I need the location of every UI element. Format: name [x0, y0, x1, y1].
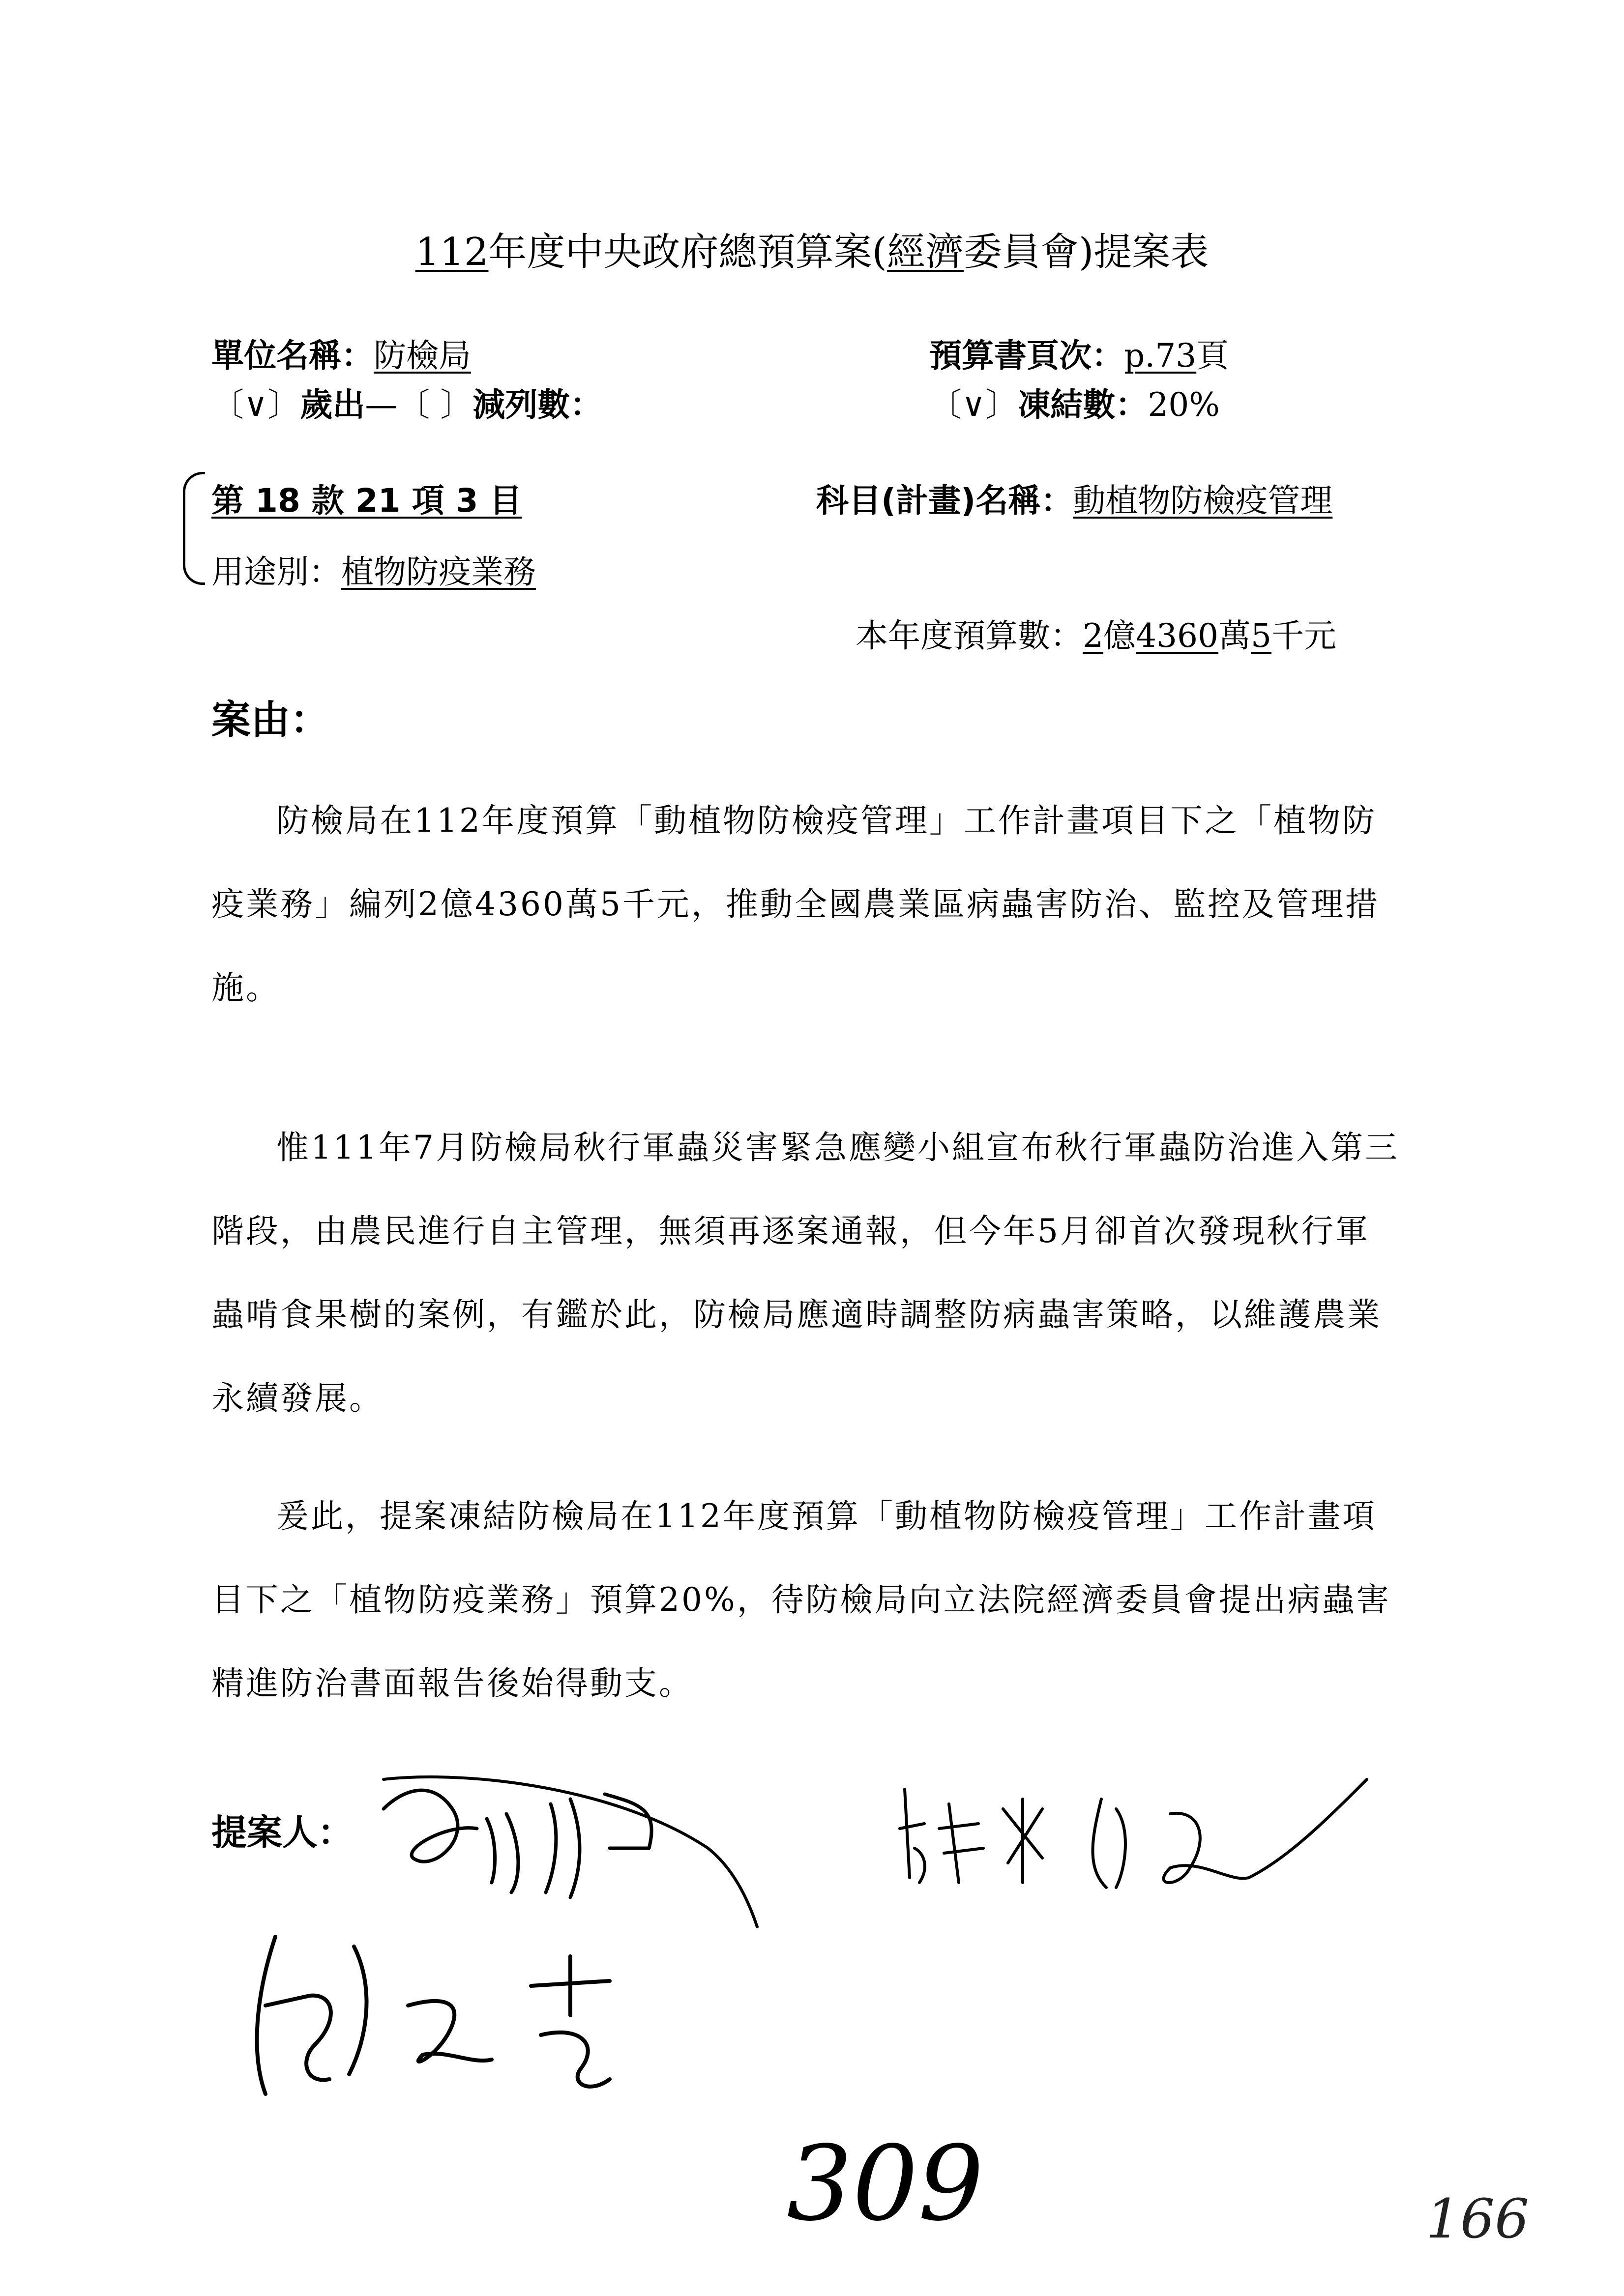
reason-label: 案由： [211, 697, 329, 743]
expense-check: 〔∨〕 [211, 386, 300, 424]
signature-3 [236, 1907, 679, 2114]
item-bracket [183, 472, 205, 585]
subject-label: 科目(計畫)名稱： [816, 482, 1073, 520]
budget-n3: 5 [1250, 617, 1271, 655]
budget-u2: 萬 [1218, 617, 1251, 655]
paragraph-3: 爰此，提案凍結防檢局在112年度預算「動植物防檢疫管理」工作計畫項目下之「植物防疫業務」預算20%，待防檢局向立法院經濟委員會提出病蟲害精進防治書面報告後始得動支。 [211, 1497, 1391, 1702]
expense-row [211, 378, 602, 425]
budget-u3: 千元 [1271, 617, 1336, 655]
corner-page-number: 166 [1426, 2187, 1529, 2250]
page-ref-value: p.73 [1124, 337, 1197, 375]
page-ref-suffix: 頁 [1196, 337, 1229, 375]
cut-label: 減列數： [472, 386, 603, 424]
title-end: 委員會)提案表 [963, 230, 1209, 274]
title-committee: 經濟 [886, 230, 964, 274]
expense-label: 歲出 [300, 386, 365, 424]
page-ref-row [929, 329, 1229, 376]
budget-n1: 2 [1083, 617, 1103, 655]
use-label: 用途別： [211, 553, 341, 591]
budget-u1: 億 [1103, 617, 1136, 655]
freeze-check: 〔∨〕 [929, 386, 1018, 424]
subject-row [816, 474, 1332, 521]
freeze-label: 凍結數： [1018, 386, 1148, 424]
unit-label: 單位名稱： [211, 337, 374, 375]
unit-value: 防檢局 [374, 337, 471, 375]
budget-n2: 4360 [1136, 617, 1218, 655]
item-code: 第 18 款 21 項 3 目 [211, 482, 522, 520]
subject-value: 動植物防檢疫管理 [1073, 482, 1333, 520]
item-code-row [211, 474, 522, 521]
proposer-label: 提案人： [211, 1812, 354, 1853]
use-value: 植物防疫業務 [341, 553, 536, 591]
budget-row [856, 610, 1336, 656]
cut-check: 〔 〕 [397, 386, 473, 424]
freeze-value: 20% [1148, 386, 1220, 424]
unit-row [211, 329, 471, 376]
paragraph-1: 防檢局在112年度預算「動植物防檢疫管理」工作計畫項目下之「植物防疫業務」編列2億4360萬5千元，推動全國農業區病蟲害防治、監控及管理措施。 [211, 802, 1380, 1007]
document-title [0, 221, 1624, 276]
page-number-handwritten: 309 [787, 2123, 984, 2244]
use-row [211, 546, 536, 592]
paragraph-2: 惟111年7月防檢局秋行軍蟲災害緊急應變小組宣布秋行軍蟲防治進入第三階段，由農民進行自主管理，無須再逐案通報，但今年5月卻首次發現秋行軍蟲啃食果樹的案例，有鑑於此，防檢局應適時調整防病蟲害策略，以維護農業永續發展。 [211, 1129, 1399, 1417]
title-mid: 年度中央政府總預算案( [488, 230, 887, 274]
signature-2 [895, 1770, 1387, 1917]
budget-label: 本年度預算數： [856, 617, 1083, 655]
expense-dash: — [365, 386, 398, 424]
freeze-row [929, 378, 1220, 425]
title-year: 112 [415, 230, 489, 274]
page-ref-label: 預算書頁次： [929, 337, 1124, 375]
